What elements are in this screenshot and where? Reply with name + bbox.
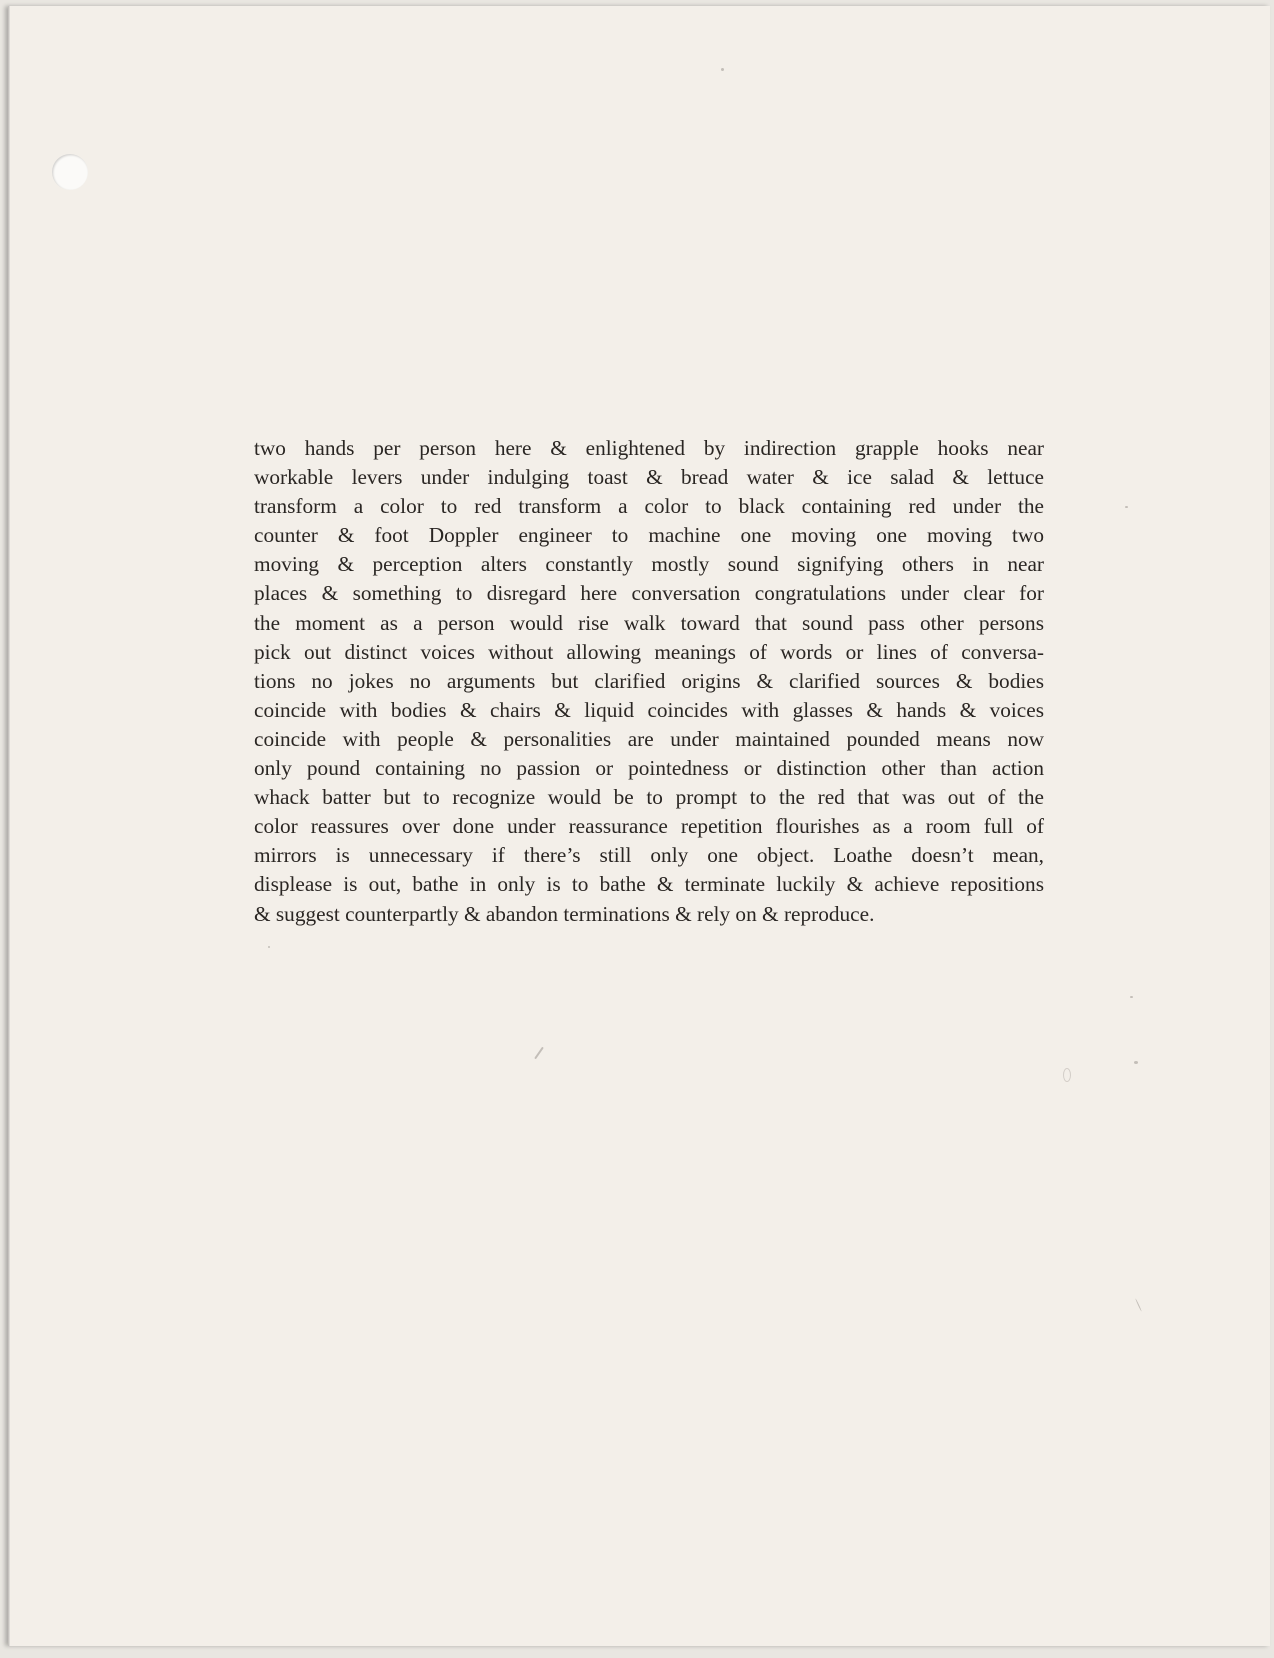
text-line: counter & foot Doppler engineer to machine one moving one moving two xyxy=(254,523,1044,548)
text-line: two hands per person here & enlightened by indirection grapple hooks near xyxy=(254,436,1044,460)
text-line: the moment as a person would rise walk toward that sound pass other persons xyxy=(254,610,1044,635)
text-line: coincide with people & personalities are under maintained pounded means now xyxy=(254,726,1044,751)
text-line: workable levers under indulging toast & bread water & ice salad & lettuce xyxy=(254,465,1044,490)
text-line: transform a color to red transform a color to black containing red under the xyxy=(254,494,1044,519)
text-line: tions no jokes no arguments but clarified origins & clarified sources & bodies xyxy=(254,668,1044,693)
text-line: mirrors is unnecessary if there’s still only one object. Loathe doesn’t mean, xyxy=(254,843,1044,868)
text-line: color reassures over done under reassurance repetition flourishes as a room full of xyxy=(254,814,1044,839)
paper-speck xyxy=(1134,1061,1138,1064)
punch-hole xyxy=(52,154,88,190)
paper-speck xyxy=(1125,506,1128,508)
paper-speck xyxy=(534,1047,544,1060)
text-line: coincide with bodies & chairs & liquid coincides with glasses & hands & voices xyxy=(254,697,1044,722)
page-edge-shadow xyxy=(8,6,10,1646)
paper-speck xyxy=(268,946,270,948)
text-line: displease is out, bathe in only is to bathe & terminate luckily & achieve repositions xyxy=(254,872,1044,897)
paper-speck xyxy=(1135,1298,1142,1311)
text-line: & suggest counterpartly & abandon terminations & rely on & reproduce. xyxy=(254,901,875,926)
paper-speck xyxy=(1063,1068,1071,1082)
text-line: only pound containing no passion or pointedness or distinction other than action xyxy=(254,756,1044,781)
poem-paragraph xyxy=(254,434,1044,929)
text-line: moving & perception alters constantly mostly sound signifying others in near xyxy=(254,552,1044,577)
paper-speck xyxy=(1130,996,1133,998)
text-line: pick out distinct voices without allowing meanings of words or lines of conversa- xyxy=(254,639,1044,664)
paper-page xyxy=(8,6,1270,1646)
text-line: places & something to disregard here conversation congratulations under clear for xyxy=(254,581,1044,606)
paper-speck xyxy=(721,68,724,71)
text-line: whack batter but to recognize would be to prompt to the red that was out of the xyxy=(254,785,1044,810)
